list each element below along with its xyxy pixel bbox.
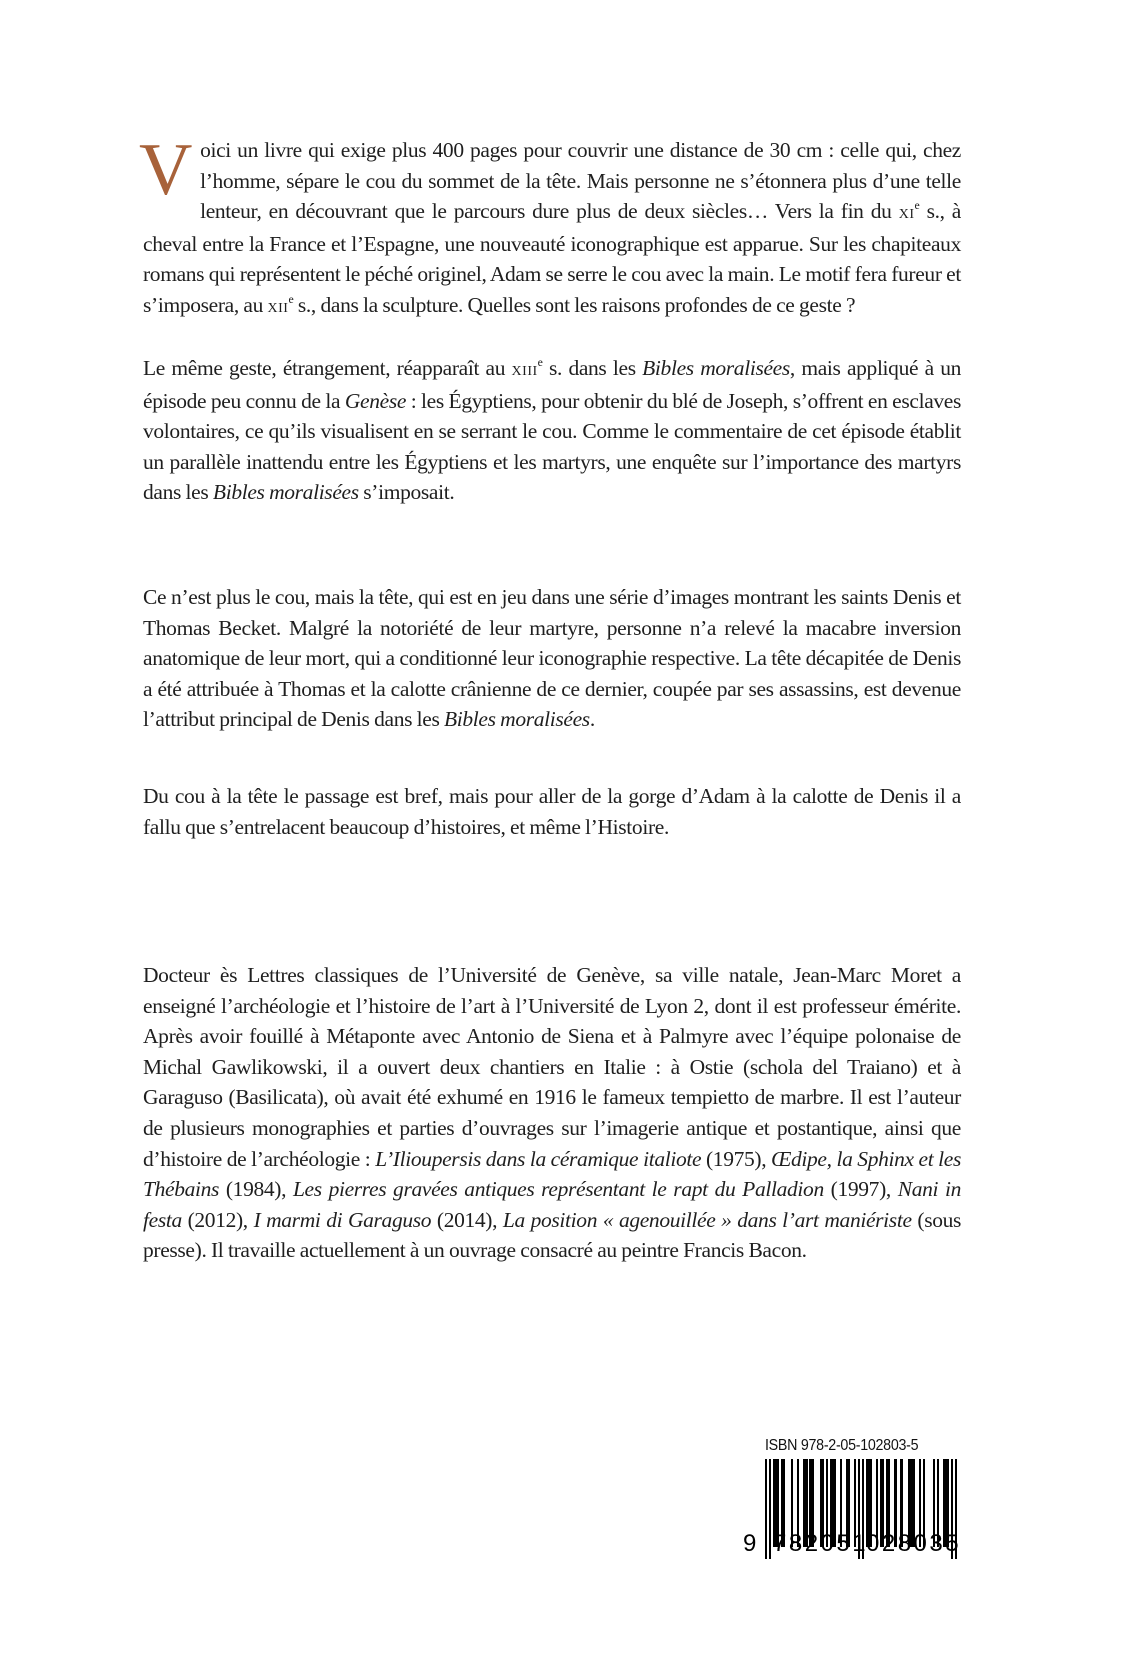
paragraph-conclusion [143,781,961,842]
book-year: (1984), [219,1177,293,1202]
bio-text: Docteur ès Lettres classiques de l’Université de Genève, sa ville natale, Jean-Marc Moret a enseigné l’archéologie et l’histoire de l’art à l’Université de Lyon 2, dont il est professeur émérite. Après avoir fouillé à Métaponte avec Antonio de Siena et à Palmyre avec l’équipe polonaise de Michal Gawlikowski, il a ouvert deux chantiers en Italie : à Ostie (schola del Traiano) et à Garaguso (Basilicata), où avait été exhumé en 1916 le fameux tempietto de marbre. Il est l’auteur de plusieurs monographies et parties d’ouvrages sur l’imagerie antique et postantique, ainsi que d’histoire de l’archéologie : [143,963,961,1171]
century-suffix: e [914,198,920,213]
title-bibles-moralisees: Bibles moralisées [642,356,790,380]
p2-text-b: s. dans les [542,356,643,380]
book-title: La position « agenouillée » dans l’art maniériste [502,1207,912,1232]
book-year: (1975), [701,1146,772,1171]
paragraph-denis-thomas [143,582,961,735]
book-title: Nani in festa [143,1177,961,1232]
intro-text-3: s., dans la sculpture. Quelles sont les raisons profondes de ce geste ? [293,292,856,317]
century-suffix: e [288,292,294,307]
book-title: I marmi di Garaguso [253,1207,432,1232]
book-year: (1997), [823,1177,898,1202]
barcode-bar [769,1459,771,1559]
title-bibles-moralisees: Bibles moralisées [444,707,590,732]
book-year: (2014), [431,1207,503,1232]
bio-closing: (sous presse). Il travaille actuellement à un ouvrage consacré au peintre Francis Bacon. [143,1207,962,1263]
book-title: Les pierres gravées antiques représentant le rapt du Palladion [292,1177,824,1202]
p3-text-b: . [589,707,595,732]
intro-text-2: s., à cheval entre la France et l’Espagne, une nouveauté iconographique est apparue. Sur les chapiteaux romans qui représentent le péché originel, Adam se serre le cou avec la main. Le motif fera fureur et s’imposera, au [143,199,961,317]
title-bibles-moralisees: Bibles moralisées [212,480,359,505]
barcode-digits-left: 782051 [773,1530,869,1557]
isbn-barcode [743,1437,963,1567]
isbn-label: ISBN 978-2-05-102803-5 [765,1437,919,1454]
paragraph-bibles-moralisees [143,353,961,508]
book-title: L’Ilioupersis dans la céramique italiote [375,1146,702,1171]
intro-text-1: oici un livre qui exige plus 400 pages pour couvrir une distance de 30 cm : celle qui, chez l’homme, sépare le cou du sommet de la tête. Mais personne ne s’étonnera plus d’une telle lenteur, en découvrant que le parcours dure plus de deux siècles… Vers la fin du [200,138,961,224]
conclusion-text: Du cou à la tête le passage est bref, mais pour aller de la gorge d’Adam à la calotte de Denis il a fallu que s’entrelacent beaucoup d’histoires, et même l’Histoire. [143,784,961,839]
p2-text-d: : les Égyptiens, pour obtenir du blé de Joseph, s’offrent en esclaves volontaires, ce qu’ils visualisent en se serrant le cou. Comme le commentaire de cet épisode établit un parallèle inattendu entre les Égyptiens et les martyrs, une enquête sur l’importance des martyrs dans les [143,388,962,505]
author-bio [143,960,961,1266]
century-xiii: xiii [511,359,538,380]
p2-text-a: Le même geste, étrangement, réapparaît au [143,356,512,380]
book-year: (2012), [181,1207,254,1232]
barcode-digit-first: 9 [743,1530,759,1557]
p2-text-e: s’imposait. [358,480,455,505]
p3-text-a: Ce n’est plus le cou, mais la tête, qui est en jeu dans une série d’images montrant les saints Denis et Thomas Becket. Malgré la notoriété de leur martyre, personne n’a relevé la macabre inversion anatomique de leur mort, qui a conditionné leur iconographie respective. La tête décapitée de Denis a été attribuée à Thomas et la calotte crânienne de ce dernier, coupée par ses assassins, est devenue l’attribut principal de Denis dans les [143,585,961,732]
century-xii: xii [267,295,289,317]
drop-cap: V [139,129,193,211]
barcode-digits-right: 028035 [866,1530,962,1557]
book-title: Œdipe, la Sphinx et les Thébains [143,1146,961,1202]
barcode-bar [765,1459,767,1559]
p2-text-c: , mais appliqué à un épisode peu connu de la [143,356,962,413]
intro-paragraph [139,129,961,323]
century-xi: xi [898,202,915,224]
century-suffix: e [537,355,543,370]
title-genese: Genèse [344,388,407,413]
